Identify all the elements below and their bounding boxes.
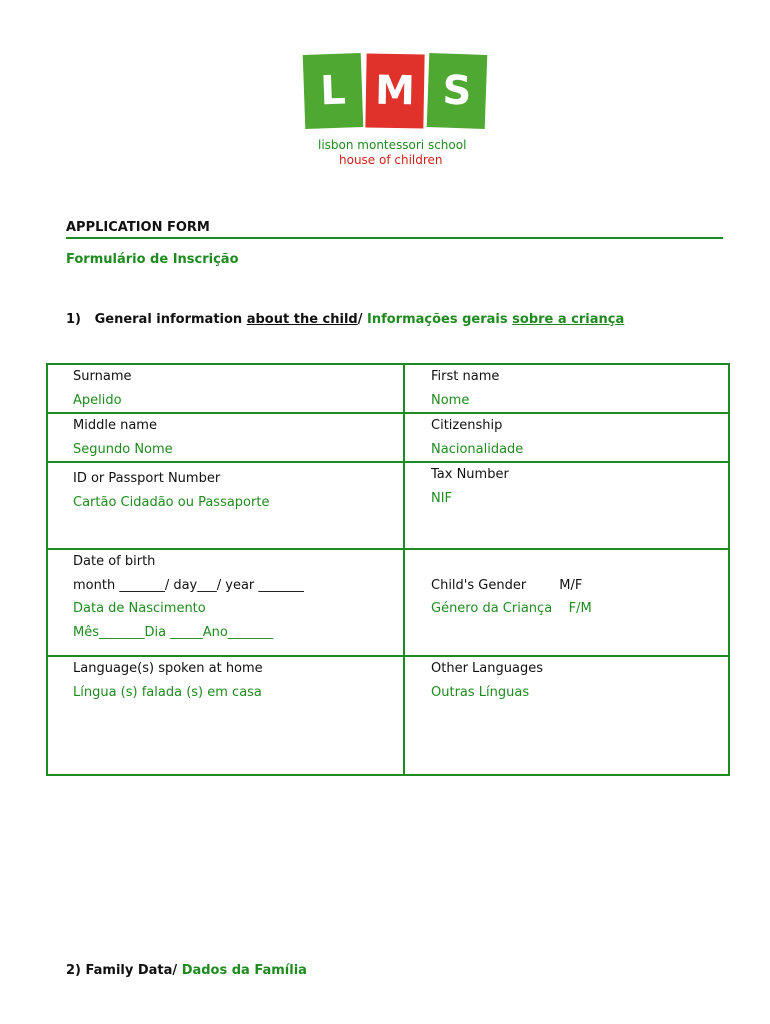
other-languages-label: Other Languages bbox=[431, 661, 543, 676]
section-1-en-underlined: about the child bbox=[246, 312, 358, 327]
date-of-birth-cell[interactable] bbox=[47, 549, 404, 656]
dob-format: month _______/ day___/ year _______ bbox=[73, 577, 304, 593]
dob-format-pt: Mês_______Dia _____Ano_______ bbox=[73, 624, 274, 640]
logo-tiles bbox=[304, 54, 490, 130]
other-languages-label-pt: Outras Línguas bbox=[431, 684, 530, 700]
id-passport-label-pt: Cartão Cidadão ou Passaporte bbox=[73, 494, 270, 510]
citizenship-cell[interactable] bbox=[404, 413, 729, 462]
gender-label-pt: Género da Criança F/M bbox=[431, 601, 592, 616]
dob-label: Date of birth bbox=[73, 554, 156, 569]
middle-name-cell[interactable] bbox=[47, 413, 404, 462]
section-1-heading bbox=[66, 312, 624, 327]
logo-tagline: house of children bbox=[339, 153, 443, 167]
form-title: APPLICATION FORM bbox=[66, 220, 210, 235]
other-languages-cell[interactable] bbox=[404, 656, 729, 775]
first-name-label: First name bbox=[431, 369, 500, 384]
middle-name-label-pt: Segundo Nome bbox=[73, 441, 173, 457]
surname-label-pt: Apelido bbox=[73, 392, 122, 408]
middle-name-label: Middle name bbox=[73, 418, 157, 433]
section-1-pt-prefix: Informações gerais bbox=[367, 312, 513, 327]
tax-number-label-pt: NIF bbox=[431, 490, 453, 506]
languages-home-label-pt: Língua (s) falada (s) em casa bbox=[73, 684, 262, 700]
citizenship-label-pt: Nacionalidade bbox=[431, 441, 524, 457]
section-1-pt-underlined: sobre a criança bbox=[512, 312, 625, 327]
title-divider bbox=[66, 237, 723, 239]
logo-tile-l: L bbox=[303, 53, 364, 129]
gender-label: Child's Gender M/F bbox=[431, 577, 583, 593]
child-info-table bbox=[46, 363, 730, 776]
section-1-number: 1) bbox=[66, 312, 81, 327]
logo-tile-m: M bbox=[365, 53, 424, 128]
tax-number-label: Tax Number bbox=[431, 467, 509, 482]
dob-label-pt: Data de Nascimento bbox=[73, 601, 206, 616]
section-1-en-prefix: General information bbox=[94, 312, 247, 327]
logo-school-name: lisbon montessori school bbox=[318, 138, 467, 152]
id-passport-cell[interactable] bbox=[47, 462, 404, 549]
section-2-pt: Dados da Família bbox=[181, 963, 307, 978]
form-subtitle: Formulário de Inscrição bbox=[66, 252, 239, 267]
id-passport-label: ID or Passport Number bbox=[73, 471, 221, 486]
section-2-heading bbox=[66, 963, 307, 978]
citizenship-label: Citizenship bbox=[431, 418, 503, 433]
tax-number-cell[interactable] bbox=[404, 462, 729, 549]
gender-cell[interactable] bbox=[404, 549, 729, 656]
surname-cell[interactable] bbox=[47, 364, 404, 413]
first-name-cell[interactable] bbox=[404, 364, 729, 413]
school-logo bbox=[304, 54, 490, 167]
languages-home-cell[interactable] bbox=[47, 656, 404, 775]
first-name-label-pt: Nome bbox=[431, 392, 470, 408]
surname-label: Surname bbox=[73, 369, 132, 384]
section-1-separator: / bbox=[357, 312, 367, 327]
section-2-en: 2) Family Data/ bbox=[66, 963, 182, 978]
logo-tile-s: S bbox=[427, 53, 488, 129]
languages-home-label: Language(s) spoken at home bbox=[73, 661, 263, 676]
